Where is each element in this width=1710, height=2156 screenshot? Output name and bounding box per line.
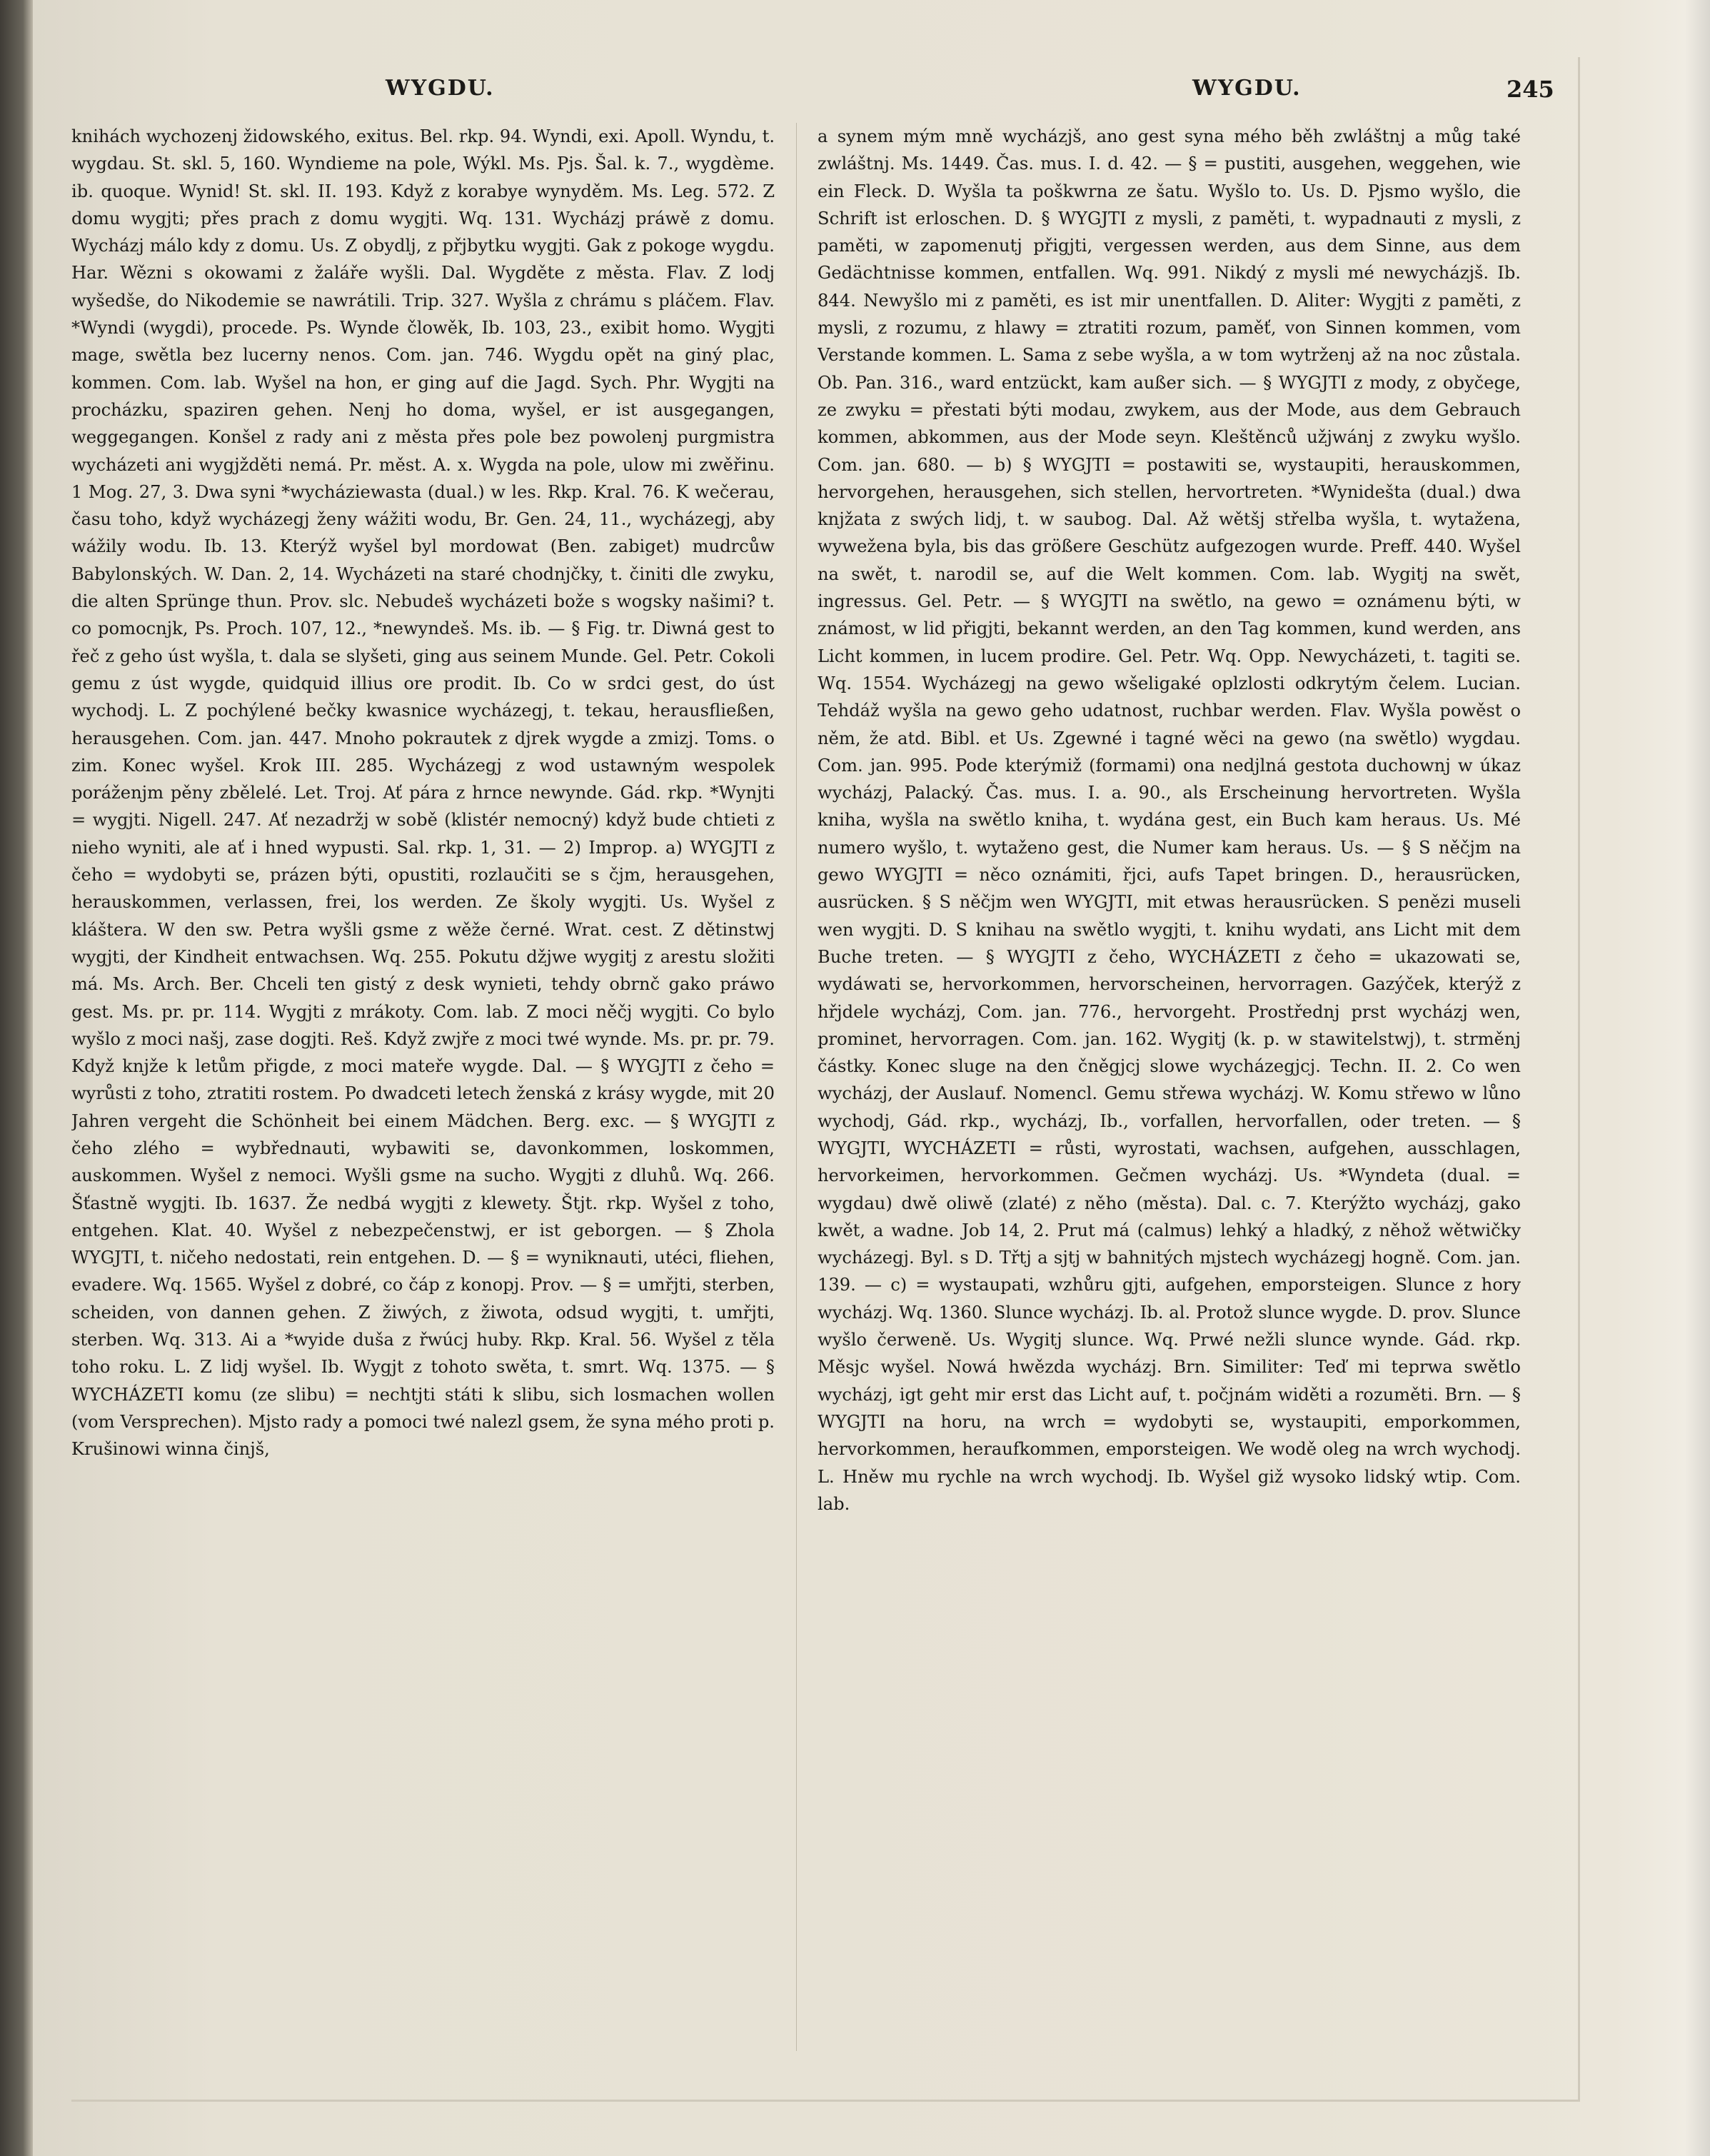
page-number: 245 — [1507, 76, 1554, 103]
left-running-header: WYGDU. — [386, 76, 495, 101]
dictionary-page — [71, 57, 1580, 2102]
left-column-text: knihách wychozenj židowského, exitus. Bel. rkp. 94. Wyndi, exi. Apoll. Wyndu, t. wygdau. St. skl. 5, 160. Wyndieme na pole, Wýkl. Ms. Pjs. Šal. k. 7., wygdème. ib. quoque. Wynid! St. skl. II. 193. Když z korabye wynyděm. Ms. Leg. 572. Z domu wygjti; přes prach z domu wygjti. Wq. 131. Wycházj práwě z domu. Wycházj málo kdy z domu. Us. Z obydlj, z přjbytku wygjti. Gak z pokoge wygdu. Har. Wězni s okowami z žaláře wyšli. Dal. Wygděte z města. Flav. Z lodj wyšedše, do Nikodemie se nawrátili. Trip. 327. Wyšla z chrámu s pláčem. Flav. *Wyndi (wygdi), procede. Ps. Wynde člowěk, Ib. 103, 23., exibit homo. Wygjti mage, swětla bez lucerny nenos. Com. jan. 746. Wygdu opět na giný plac, kommen. Com. lab. Wyšel na hon, er ging auf die Jagd. Sych. Phr. Wygjti na procházku, spaziren gehen. Nenj ho doma, wyšel, er ist ausgegangen, weggegangen. Konšel z rady ani z města přes pole bez powolenj purgmistra wycházeti ani wygjžděti nemá. Pr. měst. A. x. Wygda na pole, ulow mi zwěřinu. 1 Mog. 27, 3. Dwa syni *wycháziewasta (dual.) w les. Rkp. Kral. 76. K wečerau, času toho, když wycházegj ženy wážiti wodu, Br. Gen. 24, 11., wycházegj, aby wážily wodu. Ib. 13. Kterýž wyšel byl mordowat (Ben. zabiget) mudrcůw Babylonských. W. Dan. 2, 14. Wycházeti na staré chodnjčky, t. činiti dle zwyku, die alten Sprünge thun. Prov. slc. Nebudeš wycházeti bože s wogsky našimi? t. co pomocnjk, Ps. Proch. 107, 12., *newyndeš. Ms. ib. — § Fig. tr. Diwná gest to řeč z geho úst wyšla, t. dala se slyšeti, ging aus seinem Munde. Gel. Petr. Cokoli gemu z úst wygde, quidquid illius ore prodit. Ib. Co w srdci gest, do úst wychodj. L. Z pochýlené bečky kwasnice wycházegj, t. tekau, herausfließen, herausgehen. Com. jan. 447. Mnoho pokrautek z djrek wygde a zmizj. Toms. o zim. Konec wyšel. Krok III. 285. Wycházegj z wod ustawným wespolek poráženjm pěny zbělelé. Let. Troj. Ať pára z hrnce newynde. Gád. rkp. *Wynjti = wygjti. Nigell. 247. Ať nezadržj w sobě (klistér nemocný) když bude chtieti z nieho wyniti, ale ať i hned wypusti. Sal. rkp. 1, 31. — 2) Improp. a) WYGJTI z čeho = wydobyti se, prázen býti, opustiti, rozlaučiti se s čjm, herausgehen, herauskommen, verlassen, frei, los werden. Ze školy wygjti. Us. Wyšel z kláštera. W den sw. Petra wyšli gsme z wěže černé. Wrat. cest. Z dětinstwj wygjti, der Kindheit entwachsen. Wq. 255. Pokutu džjwe wygitj z arestu složiti má. Ms. Arch. Ber. Chceli ten gistý z desk wynieti, tehdy obrnč gako práwo gest. Ms. pr. pr. 114. Wygjti z mrákoty. Com. lab. Z moci něčj wygjti. Co bylo wyšlo z moci našj, zase dogjti. Reš. Když zwjře z moci twé wynde. Ms. pr. pr. 79. Když knjže k letům přigde, z moci mateře wygde. Dal. — § WYGJTI z čeho = wyrůsti z toho, ztratiti rostem. Po dwadceti letech ženská z krásy wygde, mit 20 Jahren vergeht die Schönheit bei einem Mädchen. Berg. exc. — § WYGJTI z čeho zlého = wybřednauti, wybawiti se, davonkommen, loskommen, auskommen. Wyšel z nemoci. Wyšli gsme na sucho. Wygjti z dluhů. Wq. 266. Šťastně wygjti. Ib. 1637. Že nedbá wygjti z klewety. Štjt. rkp. Wyšel z toho, entgehen. Klat. 40. Wyšel z nebezpečenstwj, er ist geborgen. — § Zhola WYGJTI, t. ničeho nedostati, rein entgehen. D. — § = wyniknauti, utéci, fliehen, evadere. Wq. 1565. Wyšel z dobré, co čáp z konopj. Prov. — § = umřjti, sterben, scheiden, von dannen gehen. Z žiwých, z žiwota, odsud wygjti, t. umřjti, sterben. Wq. 313. Ai a *wyide duša z řwúcj huby. Rkp. Kral. 56. Wyšel z těla toho roku. L. Z lidj wyšel. Ib. Wygjt z tohoto swěta, t. smrt. Wq. 1375. — § WYCHÁZETI komu (ze slibu) = nechtjti státi k slibu, sich losmachen wollen (vom Versprechen). Mjsto rady a pomoci twé nalezl gsem, že syna mého proti p. Krušinowi winna činjš, — [71, 126, 775, 1460]
right-running-header: WYGDU. — [1192, 76, 1302, 101]
right-column-text: a synem mým mně wycházjš, ano gest syna mého běh zwláštnj a můg také zwláštnj. Ms. 1449. Čas. mus. I. d. 42. — § = pustiti, ausgehen, weggehen, wie ein Fleck. D. Wyšla ta poškwrna ze šatu. Wyšlo to. Us. D. Pjsmo wyšlo, die Schrift ist erloschen. D. § WYGJTI z mysli, z paměti, t. wypadnauti z mysli, z paměti, w zapomenutj přigjti, vergessen werden, aus dem Sinne, aus dem Gedächtnisse kommen, entfallen. Wq. 991. Nikdý z mysli mé newycházjš. Ib. 844. Newyšlo mi z paměti, es ist mir unentfallen. D. Aliter: Wygjti z paměti, z mysli, z rozumu, z hlawy = ztratiti rozum, paměť, von Sinnen kommen, vom Verstande kommen. L. Sama z sebe wyšla, a w tom wytrženj až na noc zůstala. Ob. Pan. 316., ward entzückt, kam außer sich. — § WYGJTI z mody, z obyčege, ze zwyku = přestati býti modau, zwykem, aus der Mode, aus dem Gebrauch kommen, abkommen, aus der Mode seyn. Kleštěnců užjwánj z zwyku wyšlo. Com. jan. 680. — b) § WYGJTI = postawiti se, wystaupiti, herauskommen, hervorgehen, herausgehen, sich stellen, hervortreten. *Wynidešta (dual.) dwa knjžata z swých lidj, t. w saubog. Dal. Až wětšj střelba wyšla, t. wytažena, wywežena byla, bis das größere Geschütz aufgezogen wurde. Preff. 440. Wyšel na swět, t. narodil se, auf die Welt kommen. Com. lab. Wygitj na swět, ingressus. Gel. Petr. — § WYGJTI na swětlo, na gewo = oznámenu býti, w známost, w lid přigjti, bekannt werden, an den Tag kommen, kund werden, ans Licht kommen, in lucem prodire. Gel. Petr. Wq. Opp. Newycházeti, t. tagiti se. Wq. 1554. Wycházegj na gewo wšeligaké oplzlosti odkrytým čelem. Lucian. Tehdáž wyšla na gewo geho udatnost, ruchbar werden. Flav. Wyšla powěst o něm, že atd. Bibl. et Us. Zgewné i tagné wěci na gewo (na swětlo) wygdau. Com. jan. 995. Pode kterýmiž (formami) ona nedjlná gestota duchownj w úkaz wycházj, Palacký. Čas. mus. I. a. 90., als Erscheinung hervortreten. Wyšla kniha, wyšla na swětlo kniha, t. wydána gest, ein Buch kam heraus. Us. Mé numero wyšlo, t. wytaženo gest, die Numer kam heraus. Us. — § S něčjm na gewo WYGJTI = něco oznámiti, řjci, aufs Tapet bringen. D., herausrücken, ausrücken. § S něčjm wen WYGJTI, mit etwas herausrücken. S penězi museli wen wygjti. D. S knihau na swětlo wygjti, t. knihu wydati, ans Licht mit dem Buche treten. — § WYGJTI z čeho, WYCHÁZETI z čeho = ukazowati se, wydáwati se, hervorkommen, hervorscheinen, hervorragen. Gazýček, kterýž z hřjdele wycházj, Com. jan. 776., hervorgeht. Prostřednj prst wycházj wen, prominet, hervorragen. Com. jan. 162. Wygitj (k. p. w stawitelstwj), t. strměnj částky. Konec sluge na den čněgjcj slowe wycházegjcj. Techn. II. 2. Co wen wycházj, der Auslauf. Nomencl. Gemu střewa wycházj. W. Komu střewo w lůno wychodj, Gád. rkp., wycházj, Ib., vorfallen, hervorfallen, oder treten. — § WYGJTI, WYCHÁZETI = růsti, wyrostati, wachsen, aufgehen, ausschlagen, hervorkeimen, hervorkommen. Gečmen wycházj. Us. *Wyndeta (dual. = wygdau) dwě oliwě (zlaté) z něho (města). Dal. c. 7. Kterýžto wycházj, gako kwět, a wadne. Job 14, 2. Prut má (calmus) lehký a hladký, z něhož wětwičky wycházegj. Byl. s D. Třtj a sjtj w bahnitých mjstech wycházegj hogně. Com. jan. 139. — c) = wystaupati, wzhůru gjti, aufgehen, emporsteigen. Slunce z hory wycházj. Wq. 1360. Slunce wycházj. Ib. al. Protož slunce wygde. D. prov. Slunce wyšlo čerweně. Us. Wygitj slunce. Wq. Prwé nežli slunce wynde. Gád. rkp. Měsjc wyšel. Nowá hwězda wycházj. Brn. Similiter: Teď mi teprwa swětlo wycházj, igt geht mir erst das Licht auf, t. počjnám widěti a rozuměti. Brn. — § WYGJTI na horu, na wrch = wydobyti se, wystaupiti, emporkommen, hervorkommen, heraufkommen, emporsteigen. We wodě oleg na wrch wychodj. L. Hněw mu rychle na wrch wychodj. Ib. Wyšel giž wysoko lidský wtip. Com. lab. — [818, 126, 1521, 1514]
column-gutter — [796, 123, 797, 2051]
book-binding-shadow — [0, 0, 33, 2156]
